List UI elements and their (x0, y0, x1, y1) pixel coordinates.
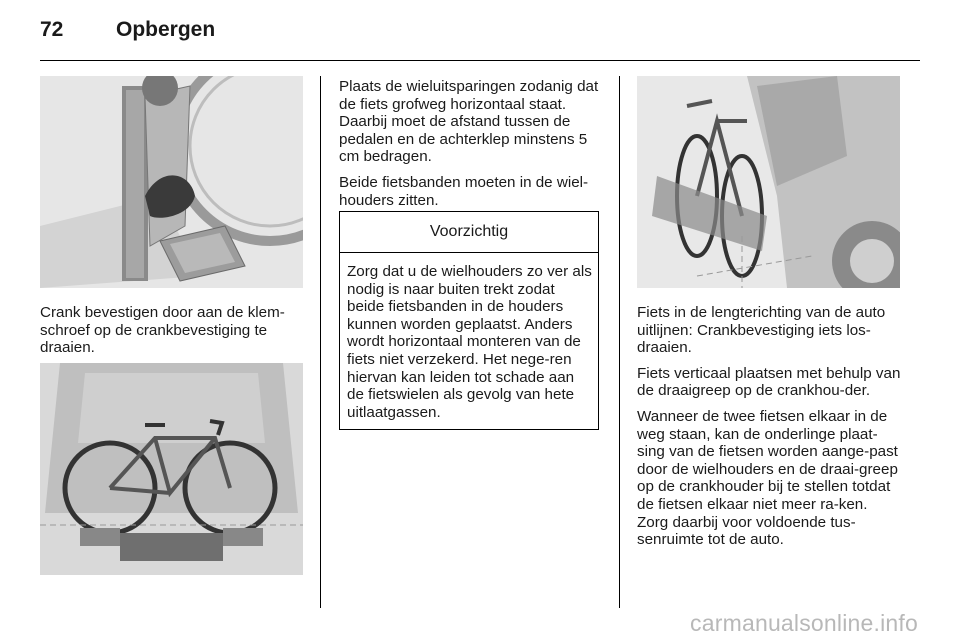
right-column-text (637, 304, 902, 557)
page-header (40, 18, 920, 48)
wheel-slot-instruction: Plaats de wieluitsparingen zodanig dat de fiets grofweg horizontaal staat. Daarbij moet de afstand tussen de pedalen en de achterklep minstens 5 cm bedragen. (339, 78, 599, 166)
page-number: 72 (40, 18, 64, 41)
column-divider-1 (320, 76, 321, 608)
crank-instruction: Crank bevestigen door aan de klem-schroef op de crankbevestiging te draaien. (40, 304, 285, 357)
header-rule (40, 60, 920, 61)
tyre-holder-note: Beide fietsbanden moeten in de wiel-houders zitten. (339, 173, 589, 209)
caution-title: Voorzichtig (340, 212, 598, 253)
middle-column-text (339, 78, 604, 217)
left-column-text (40, 304, 305, 365)
page-title: Opbergen (116, 18, 216, 41)
bicycle-on-carrier-side-view (637, 76, 900, 288)
align-instruction: Fiets in de lengterichting van de auto uitlijnen: Crankbevestiging iets los-draaien. (637, 304, 886, 357)
caution-text: Zorg dat u de wielhouders zo ver als nodig is naar buiten trekt zodat beide fietsbanden in de houders kunnen worden geplaatst. Anders wordt horizontaal monteren van de fiets niet verzekerd. Het nege-ren hiervan kan leiden tot schade aan de fietswielen als gevolg van hete uitlaatgassen. (347, 263, 592, 421)
watermark: carmanualsonline.info (690, 610, 918, 636)
bicycle-carrier-rear-view (40, 363, 303, 575)
vertical-instruction: Fiets verticaal plaatsen met behulp van de draaigreep op de crankhou-der. (637, 364, 901, 400)
column-divider-2 (619, 76, 620, 608)
caution-box (339, 211, 599, 430)
spacing-instruction: Wanneer de twee fietsen elkaar in de weg staan, kan de onderlinge plaat-sing van de fietsen worden aange-past door de wielhouders en de draai-greep op de crankhouder bij te stellen totdat de fietsen elkaar niet meer ra-ken. Zorg daarbij voor voldoende tus-senruimte tot de auto. (637, 407, 898, 549)
crank-mount-illustration (40, 76, 303, 288)
